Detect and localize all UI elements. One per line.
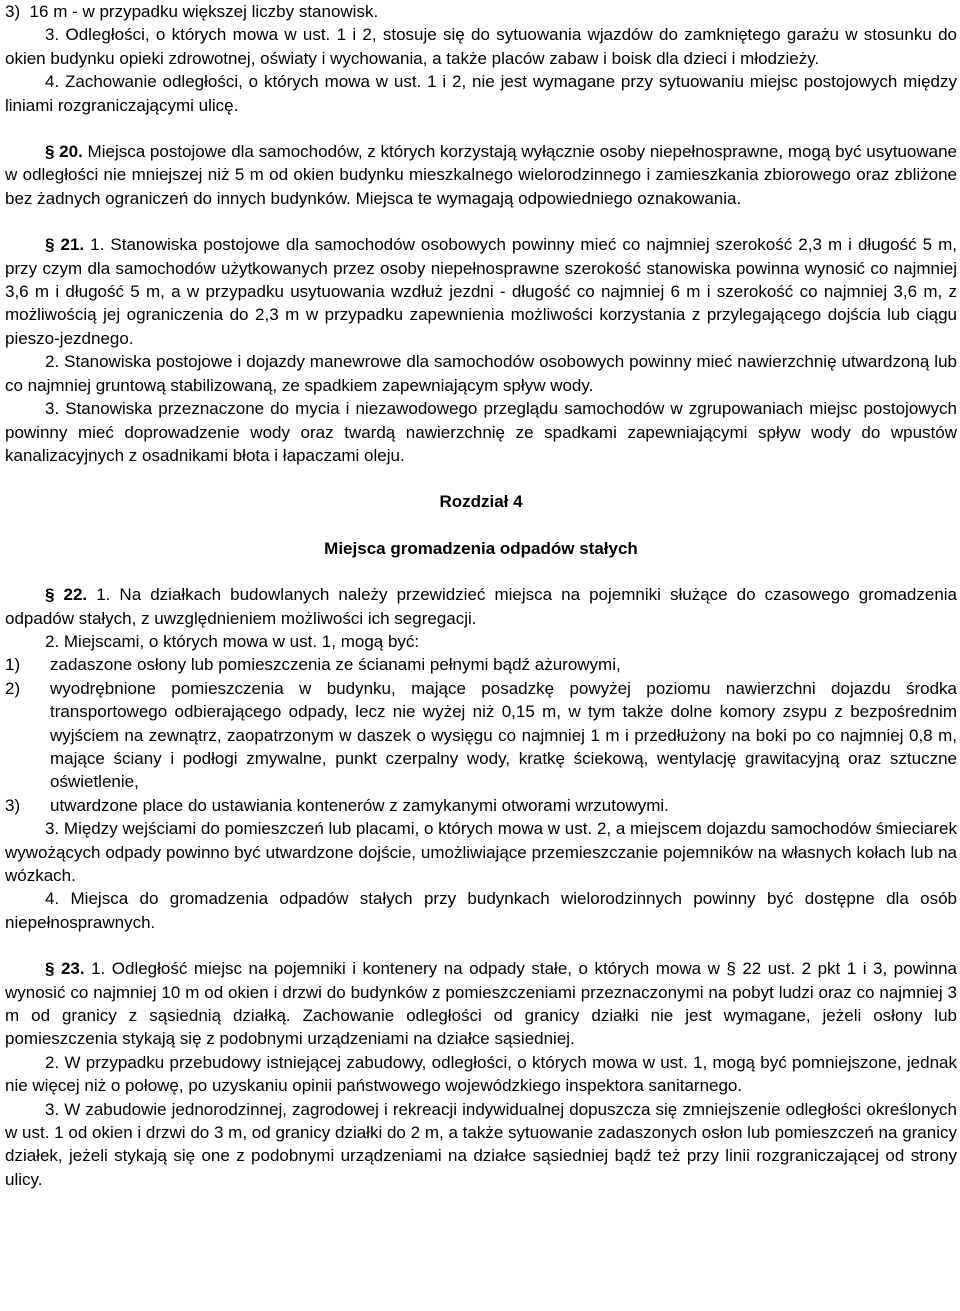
section-marker: § 22.: [45, 585, 88, 605]
paragraph-s21-ust1: [5, 233, 957, 350]
paragraph-s20: [5, 140, 957, 210]
list-item-text: wyodrębnione pomieszczenia w budynku, mające posadzkę powyżej poziomu nawierzchni dojazdu środka transportowego odbierającego odpady, lecz nie wyżej niż 0,15 m, w tym także dolne komory zsypu z bezpośrednim wyjściem na zewnątrz, zaopatrzonym w daszek o wysięgu co najmniej 1 m i przedłużony na boki po co najmniej 0,8 m, mające ściany i podłogi zmywalne, punkt czerpalny wody, kratkę ściekową, wentylację grawitacyjną oraz sztuczne oświetlenie,: [50, 678, 957, 792]
chapter-name: Miejsca gromadzenia odpadów stałych: [324, 538, 638, 558]
paragraph-s23-ust1: [5, 957, 957, 1051]
list-number: 2): [5, 678, 21, 698]
paragraph-s23-ust3: 3. W zabudowie jednorodzinnej, zagrodowej i rekreacji indywidualnej dopuszcza się zmniejszenie odległości określonych w ust. 1 od okien i drzwi do 3 m, od granicy działki do 2 m, a także sytuowanie zadaszonych osłon lub pomieszczeń na granicy działek, jeżeli stykają się one z podobnymi urządzeniami na działce sąsiedniej bądź też przy linii rozgraniczającej od strony ulicy.: [5, 1099, 957, 1189]
section-marker: § 21.: [45, 235, 85, 255]
list-item-text: 3) 16 m - w przypadku większej liczby stanowisk.: [5, 2, 379, 21]
list-item: [5, 0, 957, 23]
chapter-title: Rozdział 4: [439, 492, 523, 512]
list-item: [5, 653, 957, 676]
list-number: 3): [5, 795, 21, 815]
paragraph-s21-ust2: 2. Stanowiska postojowe i dojazdy manewrowe dla samochodów osobowych powinny mieć nawierzchnię utwardzoną lub co najmniej gruntową stabilizowaną, ze spadkiem zapewniającym spływ wody.: [5, 352, 957, 395]
paragraph-text: 1. Odległość miejsc na pojemniki i kontenery na odpady stałe, o których mowa w § 22 ust. 2 pkt 1 i 3, powinna wynosić co najmniej 10 m od okien i drzwi do budynków z pomieszczeniami przeznaczonymi na pobyt ludzi oraz co najmniej 3 m od granicy z sąsiednią działką. Zachowanie odległości od granicy działki nie jest wymagane, jeżeli osłony lub pomieszczenia stykają się z podobnymi urządzeniami na działce sąsiedniej.: [5, 959, 957, 1049]
paragraph-s21-ust3: 3. Stanowiska przeznaczone do mycia i niezawodowego przeglądu samochodów w zgrupowaniach miejsc postojowych powinny mieć doprowadzenie wody oraz twardą nawierzchnię ze spadkami zapewniającymi spływ wody do wpustów kanalizacyjnych z osadnikami błota i łapaczami oleju.: [5, 399, 957, 465]
paragraph-s22-ust2: 2. Miejscami, o których mowa w ust. 1, mogą być:: [45, 631, 420, 651]
paragraph-s22-ust1: [5, 583, 957, 630]
paragraph-s22-ust3: 3. Między wejściami do pomieszczeń lub placami, o których mowa w ust. 2, a miejscem dojazdu samochodów śmieciarek wywożących odpady powinno być utwardzone dojście, umożliwiające przemieszczanie pojemników na własnych kołach lub na wózkach.: [5, 819, 957, 885]
list-item-text: utwardzone place do ustawiania kontenerów z zamykanymi otworami wrzutowymi.: [50, 795, 669, 815]
paragraph-text: 1. Stanowiska postojowe dla samochodów osobowych powinny mieć co najmniej szerokość 2,3 m i długość 5 m, przy czym dla samochodów użytkowanych przez osoby niepełnosprawne szerokość stanowiska powinna wynosić co najmniej 3,6 m i długość 5 m, a w przypadku usytuowania wzdłuż jezdni - długość co najmniej 6 m i szerokość co najmniej 3,6 m, z możliwością jej ograniczenia do 2,3 m w przypadku zapewnienia możliwości korzystania z przylegającego dojścia lub ciągu pieszo-jezdnego.: [5, 235, 958, 348]
paragraph-s19-ust4: 4. Zachowanie odległości, o których mowa w ust. 1 i 2, nie jest wymagane przy sytuowaniu miejsc postojowych między liniami rozgraniczającymi ulicę.: [5, 72, 957, 115]
list-item: [5, 794, 957, 817]
paragraph-s19-ust3: 3. Odległości, o których mowa w ust. 1 i 2, stosuje się do sytuowania wjazdów do zamkniętego garażu w stosunku do okien budynku opieki zdrowotnej, oświaty i wychowania, a także placów zabaw i boisk dla dzieci i młodzieży.: [5, 25, 957, 68]
paragraph-s22-ust4: 4. Miejsca do gromadzenia odpadów stałych przy budynkach wielorodzinnych powinny być dostępne dla osób niepełnosprawnych.: [5, 889, 957, 932]
paragraph-text: 1. Na działkach budowlanych należy przewidzieć miejsca na pojemniki służące do czasowego gromadzenia odpadów stałych, z uwzględnieniem możliwości ich segregacji.: [5, 585, 957, 628]
paragraph-text: Miejsca postojowe dla samochodów, z których korzystają wyłącznie osoby niepełnosprawne, mogą być usytuowane w odległości nie mniejszej niż 5 m od okien budynku mieszkalnego wielorodzinnego i zamieszkania zbiorowego oraz zbliżone bez żadnych ograniczeń do innych budynków. Miejsca te wymagają odpowiedniego oznakowania.: [5, 142, 957, 208]
list-number: 1): [5, 655, 21, 675]
list-item: [5, 677, 957, 794]
paragraph-s23-ust2: 2. W przypadku przebudowy istniejącej zabudowy, odległości, o których mowa w ust. 1, mogą być pomniejszone, jednak nie więcej niż o połowę, po uzyskaniu opinii państwowego wojewódzkiego inspektora sanitarnego.: [5, 1052, 957, 1096]
section-marker: § 20.: [45, 142, 83, 162]
list-item-text: zadaszone osłony lub pomieszczenia ze ścianami pełnymi bądź ażurowymi,: [50, 655, 621, 675]
section-marker: § 23.: [45, 959, 85, 979]
